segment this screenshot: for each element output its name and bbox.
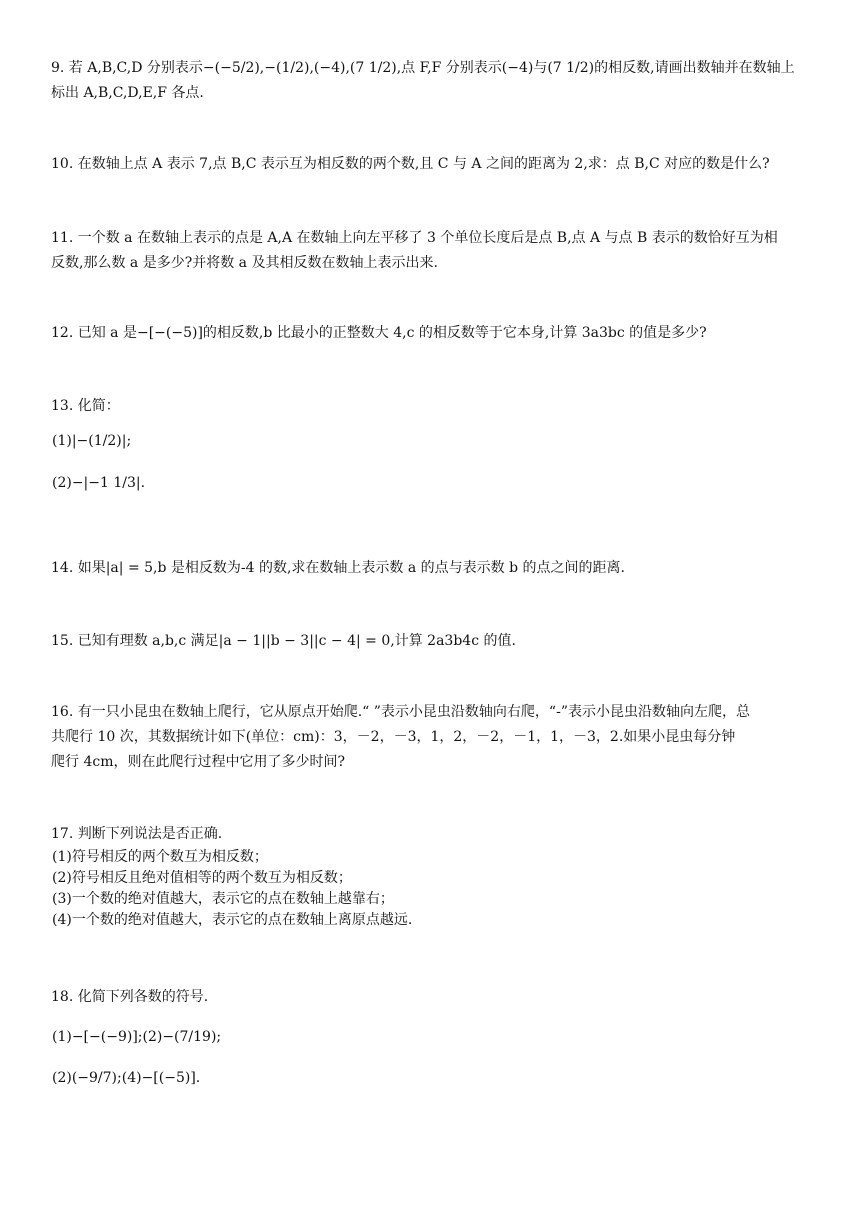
question-18 [51,985,813,1091]
question-line: 14. 如果|a| = 5,b 是相反数为-4 的数,求在数轴上表示数 a 的点与表示数 b 的点之间的距离. [51,560,625,576]
sub-question: (3)一个数的绝对值越大，表示它的点在数轴上越靠右； [52,891,394,907]
question-line: 16. 有一只小昆虫在数轴上爬行，它从原点开始爬.“ ”表示小昆虫沿数轴向右爬，“-”表示小昆虫沿数轴向左爬，总 [51,704,750,720]
sub-question: (1)符号相反的两个数互为相反数； [52,849,268,865]
question-line: 爬行 4cm，则在此爬行过程中它用了多少时间? [51,754,345,770]
question-17 [51,822,813,931]
question-10 [51,152,813,177]
question-line: 标出 A,B,C,D,E,F 各点. [51,85,204,101]
sub-question: (1)−[−(−9)];(2)−(7/19); [52,1029,222,1045]
question-line: 11. 一个数 a 在数轴上表示的点是 A,A 在数轴上向左平移了 3 个单位长度后是点 B,点 A 与点 B 表示的数恰好互为相 [51,230,778,246]
sub-question: (2)−|−1 1/3|. [52,475,146,491]
question-title: 17. 判断下列说法是否正确. [51,826,223,842]
question-line: 共爬行 10 次，其数据统计如下(单位：cm)：3，－2，－3，1，2，－2，－1，1，－3，2.如果小昆虫每分钟 [51,729,736,745]
sub-question: (1)|−(1/2)|; [52,433,132,449]
question-12 [51,321,813,346]
question-14 [51,556,813,581]
question-13 [51,394,813,496]
sub-question: (2)(−9/7);(4)−[(−5)]. [52,1070,201,1086]
question-title: 18. 化简下列各数的符号. [51,989,209,1005]
question-9 [51,56,813,106]
question-line: 9. 若 A,B,C,D 分别表示−(−5/2),−(1/2),(−4),(7 1/2),点 F,F 分别表示(−4)与(7 1/2)的相反数,请画出数轴并在数轴上 [51,60,795,76]
sub-question: (2)符号相反且绝对值相等的两个数互为相反数； [52,870,352,886]
question-line: 反数,那么数 a 是多少?并将数 a 及其相反数在数轴上表示出来. [51,255,438,271]
question-15 [51,629,813,654]
question-16 [51,700,813,775]
question-line: 12. 已知 a 是−[−(−5)]的相反数,b 比最小的正整数大 4,c 的相反数等于它本身,计算 3a3bc 的值是多少? [51,325,707,341]
question-11 [51,226,813,276]
sub-question: (4)一个数的绝对值越大，表示它的点在数轴上离原点越远. [52,912,413,928]
question-line: 15. 已知有理数 a,b,c 满足|a − 1||b − 3||c − 4| = 0,计算 2a3b4c 的值. [51,633,516,649]
question-title: 13. 化简： [51,398,120,414]
question-line: 10. 在数轴上点 A 表示 7,点 B,C 表示互为相反数的两个数,且 C 与 A 之间的距离为 2,求：点 B,C 对应的数是什么? [51,156,770,172]
